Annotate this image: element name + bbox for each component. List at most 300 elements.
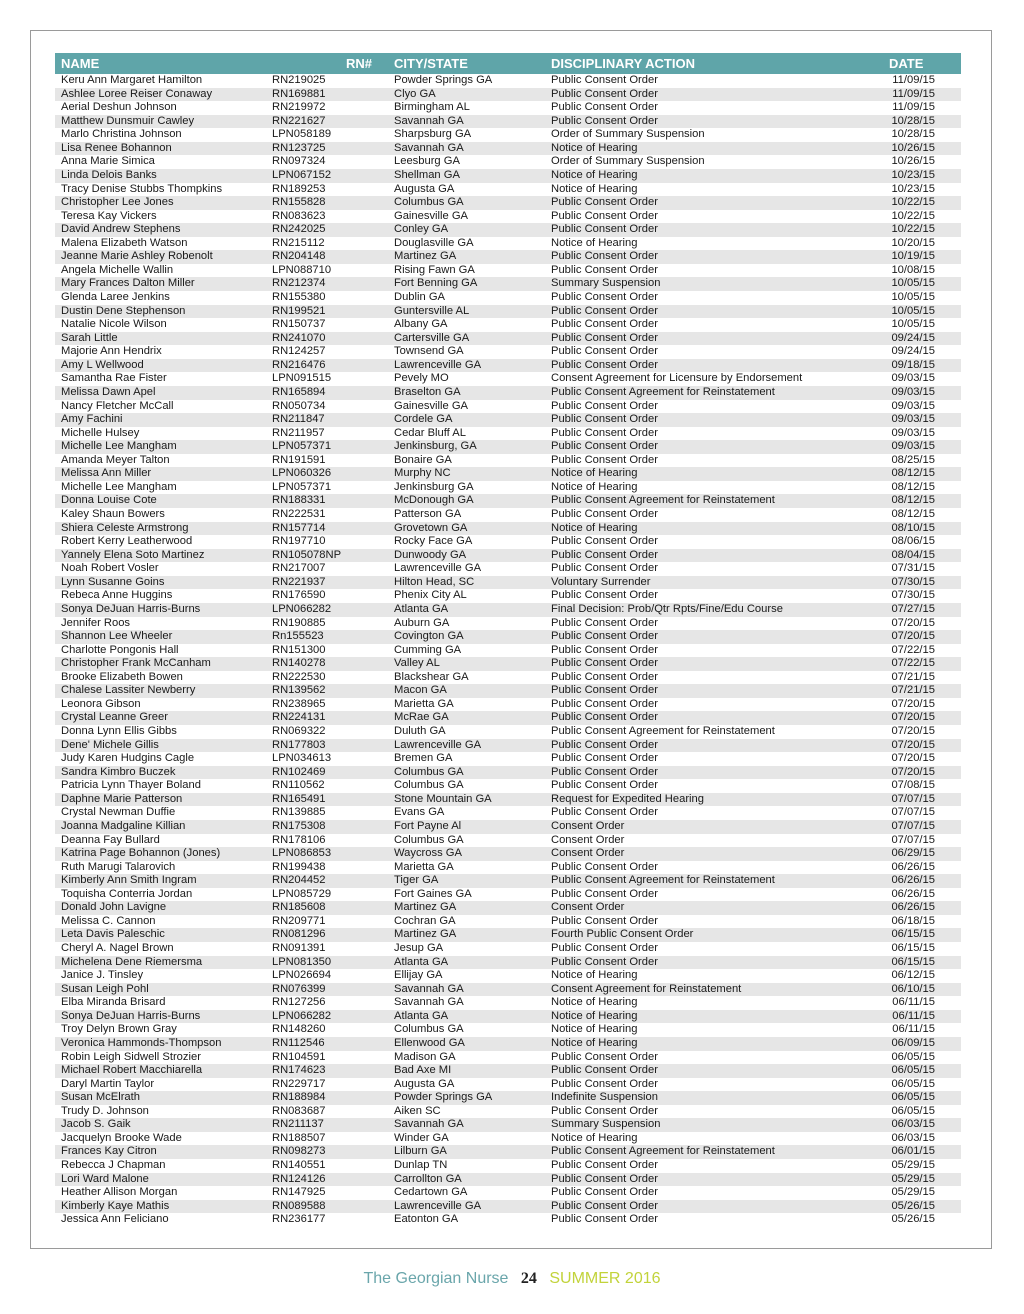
cell-name: Jacquelyn Brooke Wade (55, 1132, 266, 1146)
cell-disciplinary-action: Public Consent Agreement for Reinstatement (545, 874, 883, 888)
cell-date: 07/20/15 (883, 711, 961, 725)
cell-city-state: Columbus GA (388, 766, 545, 780)
cell-date: 07/20/15 (883, 739, 961, 753)
cell-date: 07/20/15 (883, 766, 961, 780)
cell-disciplinary-action: Consent Order (545, 820, 883, 834)
cell-date: 06/05/15 (883, 1064, 961, 1078)
cell-name: Cheryl A. Nagel Brown (55, 942, 266, 956)
cell-date: 07/22/15 (883, 657, 961, 671)
cell-city-state: Aiken SC (388, 1105, 545, 1119)
cell-date: 09/03/15 (883, 372, 961, 386)
cell-date: 07/20/15 (883, 617, 961, 631)
cell-city-state: Bremen GA (388, 752, 545, 766)
cell-date: 08/12/15 (883, 508, 961, 522)
cell-disciplinary-action: Notice of Hearing (545, 996, 883, 1010)
cell-rn-number: RN238965 (266, 698, 388, 712)
table-row (55, 210, 961, 224)
cell-disciplinary-action: Notice of Hearing (545, 467, 883, 481)
cell-date: 07/20/15 (883, 630, 961, 644)
cell-disciplinary-action: Public Consent Order (545, 861, 883, 875)
cell-city-state: Augusta GA (388, 183, 545, 197)
table-row (55, 576, 961, 590)
cell-city-state: Columbus GA (388, 779, 545, 793)
cell-city-state: Sharpsburg GA (388, 128, 545, 142)
cell-city-state: Ellijay GA (388, 969, 545, 983)
cell-name: Sonya DeJuan Harris-Burns (55, 1010, 266, 1024)
table-row (55, 806, 961, 820)
cell-city-state: Lawrenceville GA (388, 1200, 545, 1214)
cell-date: 06/15/15 (883, 942, 961, 956)
cell-name: Ashlee Loree Reiser Conaway (55, 88, 266, 102)
cell-rn-number: LPN086853 (266, 847, 388, 861)
cell-rn-number: RN083623 (266, 210, 388, 224)
cell-name: Amanda Meyer Talton (55, 454, 266, 468)
cell-city-state: Dunlap TN (388, 1159, 545, 1173)
cell-rn-number: RN229717 (266, 1078, 388, 1092)
table-row (55, 101, 961, 115)
cell-city-state: Augusta GA (388, 1078, 545, 1092)
cell-rn-number: RN221627 (266, 115, 388, 129)
cell-city-state: Cochran GA (388, 915, 545, 929)
cell-disciplinary-action: Public Consent Agreement for Reinstatement (545, 494, 883, 508)
cell-date: 06/26/15 (883, 861, 961, 875)
table-row (55, 1037, 961, 1051)
cell-rn-number: RN241070 (266, 332, 388, 346)
cell-date: 10/22/15 (883, 223, 961, 237)
table-row (55, 739, 961, 753)
cell-name: Shannon Lee Wheeler (55, 630, 266, 644)
table-row (55, 440, 961, 454)
table-row (55, 820, 961, 834)
table-row (55, 1200, 961, 1214)
cell-date: 05/29/15 (883, 1173, 961, 1187)
cell-city-state: Dunwoody GA (388, 549, 545, 563)
cell-date: 06/05/15 (883, 1051, 961, 1065)
cell-name: Susan McElrath (55, 1091, 266, 1105)
cell-name: Janice J. Tinsley (55, 969, 266, 983)
cell-name: Chalese Lassiter Newberry (55, 684, 266, 698)
cell-disciplinary-action: Public Consent Order (545, 589, 883, 603)
table-row (55, 779, 961, 793)
table-row (55, 874, 961, 888)
cell-city-state: McRae GA (388, 711, 545, 725)
table-row (55, 196, 961, 210)
table-row (55, 142, 961, 156)
cell-name: Deanna Fay Bullard (55, 834, 266, 848)
cell-name: Yannely Elena Soto Martinez (55, 549, 266, 563)
cell-rn-number: RN176590 (266, 589, 388, 603)
cell-name: Kimberly Ann Smith Ingram (55, 874, 266, 888)
cell-name: Lisa Renee Bohannon (55, 142, 266, 156)
cell-rn-number: RN242025 (266, 223, 388, 237)
cell-disciplinary-action: Public Consent Order (545, 766, 883, 780)
cell-rn-number: RN188984 (266, 1091, 388, 1105)
cell-rn-number: RN123725 (266, 142, 388, 156)
cell-disciplinary-action: Summary Suspension (545, 277, 883, 291)
cell-rn-number: RN069322 (266, 725, 388, 739)
cell-name: Amy L Wellwood (55, 359, 266, 373)
cell-name: Majorie Ann Hendrix (55, 345, 266, 359)
issue-label: SUMMER 2016 (549, 1270, 661, 1287)
cell-rn-number: RN177803 (266, 739, 388, 753)
table-row (55, 969, 961, 983)
cell-city-state: Martinez GA (388, 901, 545, 915)
cell-disciplinary-action: Public Consent Agreement for Reinstatement (545, 386, 883, 400)
cell-name: Amy Fachini (55, 413, 266, 427)
cell-date: 07/20/15 (883, 725, 961, 739)
cell-disciplinary-action: Public Consent Order (545, 956, 883, 970)
cell-city-state: Townsend GA (388, 345, 545, 359)
cell-rn-number: RN219972 (266, 101, 388, 115)
cell-city-state: Savannah GA (388, 996, 545, 1010)
cell-rn-number: LPN067152 (266, 169, 388, 183)
cell-city-state: Phenix City AL (388, 589, 545, 603)
cell-rn-number: RN104591 (266, 1051, 388, 1065)
cell-rn-number: RN178106 (266, 834, 388, 848)
cell-rn-number: RN209771 (266, 915, 388, 929)
cell-rn-number: RN150737 (266, 318, 388, 332)
cell-rn-number: RN157714 (266, 522, 388, 536)
cell-disciplinary-action: Final Decision: Prob/Qtr Rpts/Fine/Edu Course (545, 603, 883, 617)
cell-rn-number: RN105078NP (266, 549, 388, 563)
cell-rn-number: RN098273 (266, 1145, 388, 1159)
cell-rn-number: RN174623 (266, 1064, 388, 1078)
cell-disciplinary-action: Public Consent Order (545, 562, 883, 576)
cell-disciplinary-action: Public Consent Order (545, 1200, 883, 1214)
cell-name: Brooke Elizabeth Bowen (55, 671, 266, 685)
cell-name: Michelle Hulsey (55, 427, 266, 441)
cell-disciplinary-action: Public Consent Order (545, 359, 883, 373)
table-row (55, 1132, 961, 1146)
cell-city-state: Stone Mountain GA (388, 793, 545, 807)
cell-rn-number: RN191591 (266, 454, 388, 468)
cell-city-state: Dublin GA (388, 291, 545, 305)
cell-date: 10/22/15 (883, 196, 961, 210)
cell-rn-number: RN199521 (266, 305, 388, 319)
cell-disciplinary-action: Consent Order (545, 901, 883, 915)
cell-city-state: Lawrenceville GA (388, 739, 545, 753)
cell-name: Michelle Lee Mangham (55, 440, 266, 454)
cell-name: Troy Delyn Brown Gray (55, 1023, 266, 1037)
cell-disciplinary-action: Public Consent Order (545, 711, 883, 725)
cell-rn-number: RN215112 (266, 237, 388, 251)
cell-disciplinary-action: Public Consent Order (545, 617, 883, 631)
cell-disciplinary-action: Public Consent Order (545, 806, 883, 820)
table-row (55, 630, 961, 644)
cell-name: Judy Karen Hudgins Cagle (55, 752, 266, 766)
cell-date: 07/07/15 (883, 820, 961, 834)
cell-name: Glenda Laree Jenkins (55, 291, 266, 305)
cell-rn-number: RN139562 (266, 684, 388, 698)
cell-disciplinary-action: Public Consent Order (545, 508, 883, 522)
cell-date: 10/19/15 (883, 250, 961, 264)
cell-city-state: Covington GA (388, 630, 545, 644)
cell-disciplinary-action: Consent Order (545, 834, 883, 848)
cell-date: 07/07/15 (883, 806, 961, 820)
cell-disciplinary-action: Consent Agreement for Reinstatement (545, 983, 883, 997)
cell-rn-number: RN188507 (266, 1132, 388, 1146)
cell-rn-number: RN221937 (266, 576, 388, 590)
disciplinary-actions-table (55, 53, 961, 1227)
cell-disciplinary-action: Public Consent Order (545, 101, 883, 115)
cell-disciplinary-action: Public Consent Order (545, 671, 883, 685)
cell-disciplinary-action: Public Consent Order (545, 1186, 883, 1200)
cell-disciplinary-action: Public Consent Order (545, 888, 883, 902)
table-row (55, 359, 961, 373)
cell-date: 07/30/15 (883, 576, 961, 590)
cell-disciplinary-action: Public Consent Order (545, 427, 883, 441)
table-row (55, 1118, 961, 1132)
cell-disciplinary-action: Public Consent Order (545, 440, 883, 454)
cell-rn-number: LPN058189 (266, 128, 388, 142)
cell-city-state: Birmingham AL (388, 101, 545, 115)
cell-disciplinary-action: Public Consent Order (545, 1078, 883, 1092)
cell-date: 07/27/15 (883, 603, 961, 617)
table-row (55, 1105, 961, 1119)
cell-city-state: Fort Gaines GA (388, 888, 545, 902)
table-row (55, 386, 961, 400)
cell-name: Charlotte Pongonis Hall (55, 644, 266, 658)
cell-name: Melissa Dawn Apel (55, 386, 266, 400)
table-row (55, 1023, 961, 1037)
cell-date: 09/24/15 (883, 345, 961, 359)
cell-name: Malena Elizabeth Watson (55, 237, 266, 251)
cell-name: Kaley Shaun Bowers (55, 508, 266, 522)
cell-city-state: Cedar Bluff AL (388, 427, 545, 441)
table-row (55, 1145, 961, 1159)
cell-city-state: Carrollton GA (388, 1173, 545, 1187)
table-row (55, 644, 961, 658)
cell-city-state: Columbus GA (388, 196, 545, 210)
cell-city-state: Atlanta GA (388, 1010, 545, 1024)
cell-disciplinary-action: Public Consent Order (545, 1173, 883, 1187)
cell-date: 06/29/15 (883, 847, 961, 861)
cell-date: 07/20/15 (883, 752, 961, 766)
table-row (55, 264, 961, 278)
table-header-row (55, 53, 961, 74)
table-row (55, 983, 961, 997)
table-row (55, 454, 961, 468)
cell-city-state: Fort Benning GA (388, 277, 545, 291)
cell-rn-number: RN140551 (266, 1159, 388, 1173)
cell-rn-number: RN165894 (266, 386, 388, 400)
cell-disciplinary-action: Public Consent Order (545, 535, 883, 549)
cell-rn-number: RN076399 (266, 983, 388, 997)
cell-city-state: Marietta GA (388, 698, 545, 712)
table-row (55, 549, 961, 563)
table-row (55, 684, 961, 698)
cell-disciplinary-action: Public Consent Order (545, 779, 883, 793)
cell-disciplinary-action: Public Consent Order (545, 250, 883, 264)
cell-name: Leta Davis Paleschic (55, 928, 266, 942)
cell-rn-number: RN197710 (266, 535, 388, 549)
table-row (55, 793, 961, 807)
cell-disciplinary-action: Public Consent Order (545, 88, 883, 102)
cell-disciplinary-action: Public Consent Order (545, 644, 883, 658)
cell-rn-number: RN165491 (266, 793, 388, 807)
cell-city-state: Grovetown GA (388, 522, 545, 536)
cell-date: 06/05/15 (883, 1078, 961, 1092)
table-row (55, 332, 961, 346)
cell-name: Aerial Deshun Johnson (55, 101, 266, 115)
cell-disciplinary-action: Notice of Hearing (545, 237, 883, 251)
table-row (55, 237, 961, 251)
cell-disciplinary-action: Public Consent Order (545, 752, 883, 766)
cell-name: Crystal Newman Duffie (55, 806, 266, 820)
cell-disciplinary-action: Consent Order (545, 847, 883, 861)
cell-date: 06/18/15 (883, 915, 961, 929)
cell-city-state: Eatonton GA (388, 1213, 545, 1227)
cell-rn-number: RN211137 (266, 1118, 388, 1132)
cell-date: 06/15/15 (883, 928, 961, 942)
cell-name: Marlo Christina Johnson (55, 128, 266, 142)
cell-name: Frances Kay Citron (55, 1145, 266, 1159)
table-row (55, 1078, 961, 1092)
cell-disciplinary-action: Order of Summary Suspension (545, 128, 883, 142)
cell-disciplinary-action: Public Consent Order (545, 630, 883, 644)
table-row (55, 467, 961, 481)
cell-rn-number: RN217007 (266, 562, 388, 576)
cell-name: Dustin Dene Stephenson (55, 305, 266, 319)
cell-name: Jacob S. Gaik (55, 1118, 266, 1132)
cell-rn-number: RN185608 (266, 901, 388, 915)
cell-rn-number: RN224131 (266, 711, 388, 725)
cell-city-state: Lilburn GA (388, 1145, 545, 1159)
cell-name: Melissa C. Cannon (55, 915, 266, 929)
cell-name: Matthew Dunsmuir Cawley (55, 115, 266, 129)
cell-disciplinary-action: Indefinite Suspension (545, 1091, 883, 1105)
cell-disciplinary-action: Public Consent Order (545, 1159, 883, 1173)
table-row (55, 752, 961, 766)
cell-name: Jessica Ann Feliciano (55, 1213, 266, 1227)
table-row (55, 155, 961, 169)
cell-rn-number: LPN066282 (266, 1010, 388, 1024)
cell-date: 05/29/15 (883, 1159, 961, 1173)
cell-date: 10/05/15 (883, 291, 961, 305)
cell-city-state: Rising Fawn GA (388, 264, 545, 278)
cell-city-state: Auburn GA (388, 617, 545, 631)
cell-name: Natalie Nicole Wilson (55, 318, 266, 332)
table-row (55, 318, 961, 332)
cell-date: 07/30/15 (883, 589, 961, 603)
cell-city-state: Tiger GA (388, 874, 545, 888)
cell-name: Susan Leigh Pohl (55, 983, 266, 997)
cell-date: 06/11/15 (883, 1023, 961, 1037)
page-footer (0, 1270, 1024, 1288)
cell-name: Toquisha Conterria Jordan (55, 888, 266, 902)
cell-date: 08/10/15 (883, 522, 961, 536)
cell-date: 06/09/15 (883, 1037, 961, 1051)
table-row (55, 345, 961, 359)
cell-name: Rebecca J Chapman (55, 1159, 266, 1173)
cell-disciplinary-action: Public Consent Order (545, 291, 883, 305)
cell-date: 05/26/15 (883, 1200, 961, 1214)
cell-disciplinary-action: Public Consent Order (545, 210, 883, 224)
cell-disciplinary-action: Notice of Hearing (545, 183, 883, 197)
cell-city-state: Braselton GA (388, 386, 545, 400)
cell-name: Donna Lynn Ellis Gibbs (55, 725, 266, 739)
cell-name: Jeanne Marie Ashley Robenolt (55, 250, 266, 264)
cell-city-state: Murphy NC (388, 467, 545, 481)
cell-disciplinary-action: Public Consent Order (545, 1064, 883, 1078)
cell-rn-number: RN147925 (266, 1186, 388, 1200)
table-row (55, 169, 961, 183)
cell-date: 06/11/15 (883, 1010, 961, 1024)
cell-city-state: Macon GA (388, 684, 545, 698)
cell-date: 08/25/15 (883, 454, 961, 468)
table-row (55, 915, 961, 929)
cell-city-state: Columbus GA (388, 1023, 545, 1037)
cell-name: Mary Frances Dalton Miller (55, 277, 266, 291)
cell-name: David Andrew Stephens (55, 223, 266, 237)
cell-rn-number: RN155380 (266, 291, 388, 305)
cell-name: Melissa Ann Miller (55, 467, 266, 481)
cell-name: Donna Louise Cote (55, 494, 266, 508)
cell-date: 09/03/15 (883, 440, 961, 454)
table-row (55, 1159, 961, 1173)
cell-name: Lori Ward Malone (55, 1173, 266, 1187)
cell-date: 09/03/15 (883, 400, 961, 414)
cell-disciplinary-action: Public Consent Order (545, 454, 883, 468)
cell-rn-number: RN091391 (266, 942, 388, 956)
table-row (55, 291, 961, 305)
cell-name: Sandra Kimbro Buczek (55, 766, 266, 780)
cell-disciplinary-action: Notice of Hearing (545, 169, 883, 183)
cell-disciplinary-action: Public Consent Order (545, 345, 883, 359)
cell-rn-number: RN110562 (266, 779, 388, 793)
cell-disciplinary-action: Public Consent Agreement for Reinstatement (545, 1145, 883, 1159)
cell-rn-number: RN222531 (266, 508, 388, 522)
cell-disciplinary-action: Request for Expedited Hearing (545, 793, 883, 807)
table-row (55, 996, 961, 1010)
cell-disciplinary-action: Public Consent Order (545, 223, 883, 237)
cell-city-state: Waycross GA (388, 847, 545, 861)
header-date: DATE (883, 53, 961, 74)
table-row (55, 250, 961, 264)
cell-name: Donald John Lavigne (55, 901, 266, 915)
cell-name: Kimberly Kaye Mathis (55, 1200, 266, 1214)
table-row (55, 494, 961, 508)
cell-disciplinary-action: Voluntary Surrender (545, 576, 883, 590)
cell-disciplinary-action: Public Consent Order (545, 915, 883, 929)
cell-date: 06/26/15 (883, 888, 961, 902)
cell-rn-number: RN211957 (266, 427, 388, 441)
cell-name: Tracy Denise Stubbs Thompkins (55, 183, 266, 197)
cell-name: Michelle Lee Mangham (55, 481, 266, 495)
cell-rn-number: LPN057371 (266, 481, 388, 495)
cell-rn-number: RN124126 (266, 1173, 388, 1187)
table-row (55, 400, 961, 414)
cell-rn-number: RN139885 (266, 806, 388, 820)
cell-name: Nancy Fletcher McCall (55, 400, 266, 414)
cell-name: Teresa Kay Vickers (55, 210, 266, 224)
cell-rn-number: RN204148 (266, 250, 388, 264)
cell-disciplinary-action: Notice of Hearing (545, 1037, 883, 1051)
cell-rn-number: RN089588 (266, 1200, 388, 1214)
cell-city-state: Cordele GA (388, 413, 545, 427)
cell-city-state: Atlanta GA (388, 603, 545, 617)
cell-name: Patricia Lynn Thayer Boland (55, 779, 266, 793)
cell-disciplinary-action: Notice of Hearing (545, 481, 883, 495)
cell-rn-number: RN212374 (266, 277, 388, 291)
cell-disciplinary-action: Public Consent Order (545, 1213, 883, 1227)
cell-rn-number: LPN034613 (266, 752, 388, 766)
cell-date: 06/12/15 (883, 969, 961, 983)
cell-date: 06/26/15 (883, 901, 961, 915)
table-row (55, 711, 961, 725)
cell-city-state: Douglasville GA (388, 237, 545, 251)
cell-name: Sarah Little (55, 332, 266, 346)
